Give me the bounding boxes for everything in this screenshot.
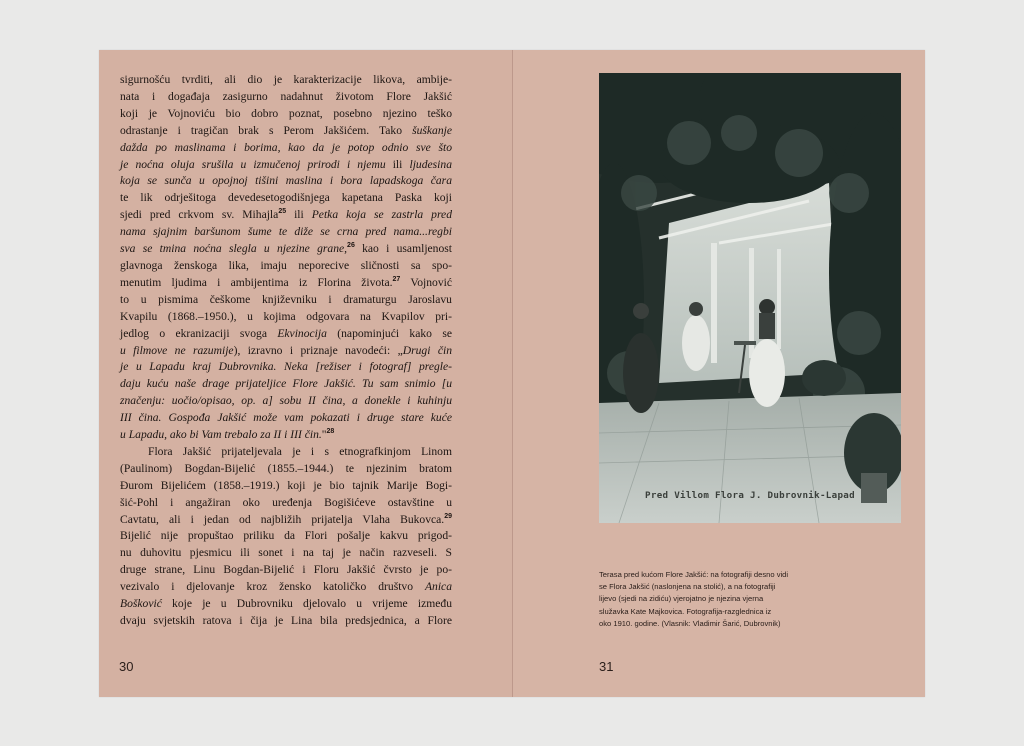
text-line: dažda po maslinama i borima, kao da je potop odnio sve što <box>120 140 452 154</box>
text-line: odrastanje i tragičan brak s Perom Jakšićem. Tako šuškanje <box>120 123 452 137</box>
caption-line: služavka Kate Majkovica. Fotografija-razglednica iz <box>599 606 772 616</box>
right-page <box>513 50 925 697</box>
text-line: značenju: uočio/opisao, op. a] sobu II čina, a donekle i kuhinju <box>120 394 452 408</box>
text-line: Kvapilu (1868.–1950.), u kojima odgovara na Kvapilov pri- <box>120 309 452 323</box>
text-line: glavnoga ženskoga lika, imaju neporecive sličnosti sa spo- <box>120 258 452 272</box>
text-line: jedlog o ekranizaciji svoga Ekvinocija (napominjući kako se <box>120 326 452 340</box>
historic-photograph <box>599 73 901 523</box>
left-page <box>99 50 512 697</box>
text-line: Bošković koje je u Dubrovniku djelovalo u vrijeme između <box>120 597 452 611</box>
book-spread <box>99 50 925 697</box>
caption-line: lijevo (sjedi na zidiću) vjerojatno je njezina vjerna <box>599 594 764 604</box>
footnote-ref: 29 <box>444 512 452 520</box>
text-line: sva se tmina noćna slegla u njezine grane,$^{26}$ kao i usamljenost <box>120 242 453 256</box>
text-line: koja se sunča u opojnoj tišini maslina i bora lapadskoga čara <box>120 174 452 188</box>
text-line: Đurom Bijelićem (1858.–1919.) koji je bio tajnik Marije Bogi- <box>120 478 452 492</box>
text-line: daju kuću naše drage prijateljice Flore Jakšić. Tu sam snimio [u <box>120 377 452 391</box>
text-line: nama sjajnim baršunom šume te diže se crna pred nama...regbi <box>120 225 452 239</box>
caption-line: Terasa pred kućom Flore Jakšić: na fotografiji desno vidi <box>599 570 789 579</box>
text-line: je noćna oluja srušila u izmučenoj prirodi i njemu ili ljudesina <box>120 157 452 171</box>
text-line: sigurnošću tvrditi, ali dio je karakterizacije likova, ambije- <box>120 73 452 86</box>
text-line: je u Lapadu kraj Dubrovnika. Neka [režiser i fotograf] pregle- <box>120 360 452 374</box>
text-line: Cavtatu, ali i jedan od najbližih prijatelja Vlaha Bukovca.$^{29}$ <box>120 512 452 526</box>
footnote-ref: 28 <box>326 428 335 436</box>
photo-printed-caption: Pred Villom Flora J. Dubrovnik-Lapad <box>645 490 855 501</box>
text-line: III čina. Gospođa Jakšić može vam pokazati i druge stare kuće <box>120 411 452 425</box>
text-line: druge strane, Linu Bogdan-Bijelić i Floru Jakšić čvrsto je po- <box>120 563 452 577</box>
photo-illustration <box>599 73 901 523</box>
text-line: (Paulinom) Bogdan-Bijelić (1855.–1944.) te njezinim bratom <box>120 461 452 475</box>
body-text <box>120 72 452 630</box>
caption-line: se Flora Jakšić (naslonjena na stolić), a na fotografiji <box>599 582 776 592</box>
text-line: nu duhovitu pjesmicu ili sonet i na taj je način razveseli. S <box>120 546 452 560</box>
text-line: u filmove ne razumije), izravno i priznaje navodeći: „Drugi čin <box>120 343 452 357</box>
figure-caption <box>599 569 799 630</box>
caption-line: oko 1910. godine. (Vlasnik: Vladimir Šarić, Dubrovnik) <box>599 618 781 628</box>
text-line: vezivalo i djelovanje kroz žensko katoličko društvo Anica <box>120 580 452 594</box>
text-line: dvaju svjetskih ratova i čija je Lina bila predsjednica, a Flore <box>120 614 452 627</box>
text-line: koji je Vojnoviću bio dobro poznat, posebno njezino teško <box>120 106 452 120</box>
footnote-ref: 27 <box>392 275 401 283</box>
text-line: menutim ljudima i ambijentima iz Florina života.$^{27}$ Vojnović <box>120 275 452 289</box>
text-line: šić-Pohl i angažiran oko uređenja Bogišićeve ostavštine u <box>120 495 452 509</box>
text-line: nata i događaja zasigurno nadahnut životom Flore Jakšić <box>120 89 452 103</box>
text-line: Bijelić nije propuštao priliku da Flori pošalje kakvu prigod- <box>120 529 452 543</box>
text-line: to u pismima češkome književniku i dramaturgu Jaroslavu <box>120 292 452 306</box>
text-line: Flora Jakšić prijateljevala je i s etnografkinjom Linom <box>148 444 452 458</box>
page-number-left: 30 <box>119 659 134 674</box>
footnote-ref: 26 <box>347 242 355 250</box>
text-line: sjedi pred crkvom sv. Mihajla$^{25}$ ili Petka koja se zastrla pred <box>120 208 452 222</box>
page-number-right: 31 <box>599 659 614 674</box>
footnote-ref: 25 <box>278 208 287 216</box>
text-line: u Lapadu, ako bi Vam trebalo za II i III čin."$^{28}$ <box>120 428 335 442</box>
text-line: te lik odrješitoga devedesetogodišnjega kapetana Paska koji <box>120 191 452 205</box>
